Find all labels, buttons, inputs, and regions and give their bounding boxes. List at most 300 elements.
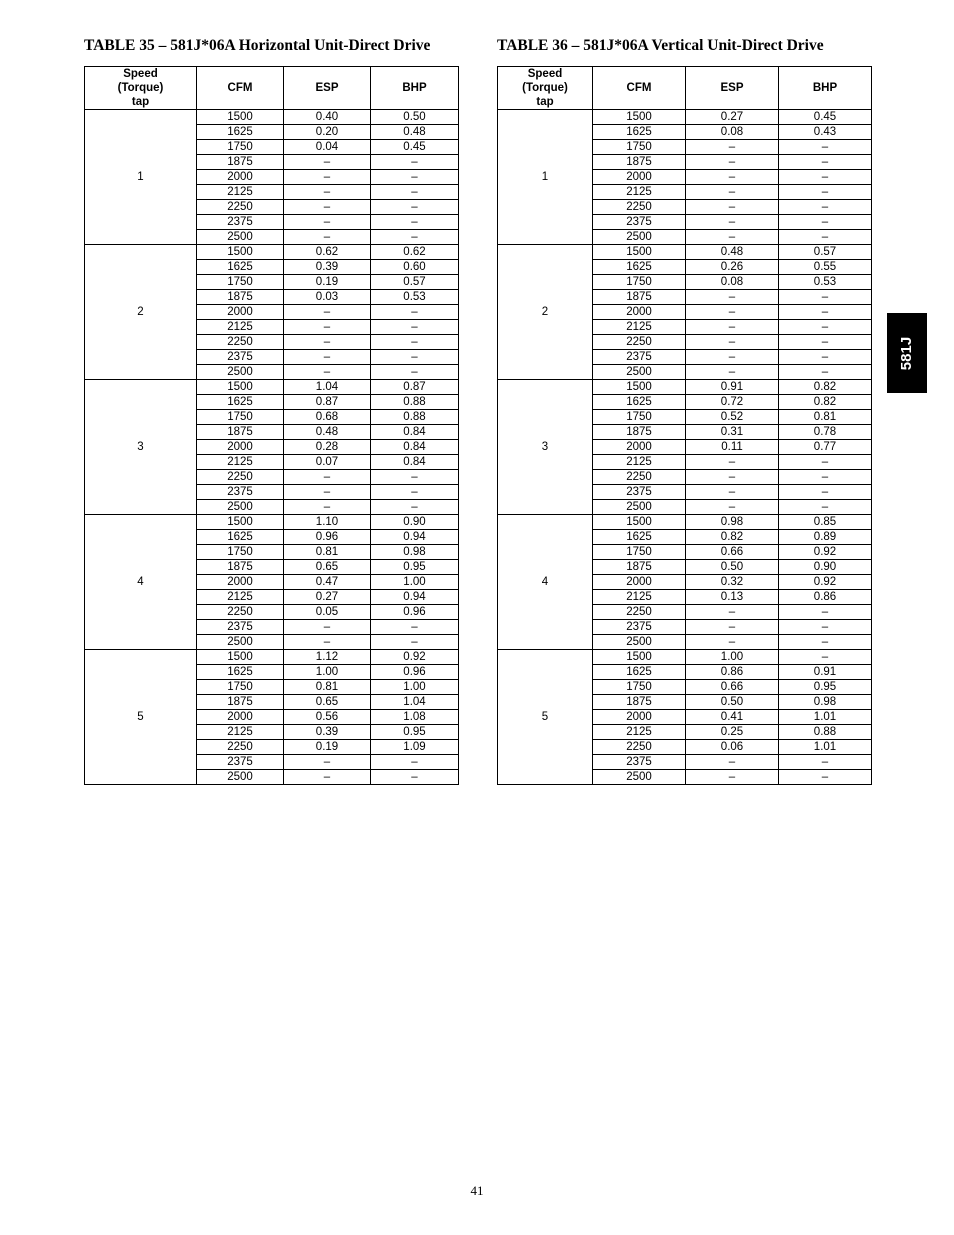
esp-cell: 0.27 — [284, 590, 371, 605]
esp-cell: 0.47 — [284, 575, 371, 590]
speed-tap-cell: 1 — [85, 110, 197, 245]
esp-cell: 0.56 — [284, 710, 371, 725]
cfm-cell: 1500 — [593, 515, 686, 530]
cfm-cell: 2250 — [593, 335, 686, 350]
bhp-cell: 0.87 — [371, 380, 459, 395]
cfm-cell: 1625 — [593, 260, 686, 275]
bhp-cell: – — [371, 215, 459, 230]
esp-cell: – — [686, 320, 779, 335]
esp-cell: – — [284, 335, 371, 350]
esp-cell: – — [686, 155, 779, 170]
cfm-cell: 2125 — [197, 590, 284, 605]
bhp-cell: 0.82 — [779, 395, 872, 410]
esp-cell: 0.32 — [686, 575, 779, 590]
cfm-cell: 1875 — [593, 695, 686, 710]
section-tab — [887, 313, 927, 393]
cfm-cell: 1625 — [593, 395, 686, 410]
cfm-cell: 2500 — [197, 635, 284, 650]
esp-cell: – — [686, 635, 779, 650]
table-row — [85, 245, 459, 260]
cfm-cell: 2375 — [593, 215, 686, 230]
cfm-cell: 1625 — [197, 665, 284, 680]
esp-cell: – — [686, 185, 779, 200]
cfm-cell: 1500 — [197, 650, 284, 665]
bhp-cell: 0.53 — [779, 275, 872, 290]
esp-cell: 0.06 — [686, 740, 779, 755]
bhp-cell: 0.88 — [779, 725, 872, 740]
table-row — [85, 380, 459, 395]
cfm-cell: 1875 — [197, 425, 284, 440]
bhp-cell: – — [779, 755, 872, 770]
bhp-cell: 0.95 — [779, 680, 872, 695]
bhp-cell: 0.92 — [779, 575, 872, 590]
bhp-cell: 0.88 — [371, 395, 459, 410]
bhp-cell: 1.04 — [371, 695, 459, 710]
bhp-cell: – — [371, 185, 459, 200]
table-36 — [497, 66, 872, 785]
bhp-cell: – — [371, 155, 459, 170]
speed-tap-cell: 4 — [85, 515, 197, 650]
cfm-cell: 2375 — [197, 620, 284, 635]
bhp-cell: 0.95 — [371, 560, 459, 575]
esp-cell: 0.96 — [284, 530, 371, 545]
esp-header: ESP — [284, 67, 371, 110]
bhp-cell: 0.84 — [371, 425, 459, 440]
esp-cell: 0.82 — [686, 530, 779, 545]
esp-cell: – — [284, 755, 371, 770]
table-row — [498, 515, 872, 530]
esp-cell: 0.28 — [284, 440, 371, 455]
esp-cell: 0.62 — [284, 245, 371, 260]
bhp-cell: – — [371, 635, 459, 650]
cfm-cell: 2125 — [197, 725, 284, 740]
esp-cell: 0.68 — [284, 410, 371, 425]
bhp-cell: 0.62 — [371, 245, 459, 260]
speed-header: Speed (Torque) tap — [85, 67, 197, 110]
bhp-cell: – — [779, 770, 872, 785]
cfm-cell: 2000 — [197, 710, 284, 725]
esp-cell: 1.00 — [686, 650, 779, 665]
table-row — [498, 110, 872, 125]
cfm-cell: 2250 — [197, 470, 284, 485]
esp-cell: – — [686, 365, 779, 380]
bhp-cell: 0.45 — [779, 110, 872, 125]
cfm-cell: 2125 — [197, 185, 284, 200]
bhp-cell: 0.84 — [371, 440, 459, 455]
esp-cell: – — [686, 140, 779, 155]
esp-cell: – — [284, 470, 371, 485]
bhp-cell: – — [779, 320, 872, 335]
bhp-cell: – — [371, 200, 459, 215]
cfm-cell: 2000 — [197, 575, 284, 590]
cfm-cell: 2000 — [593, 575, 686, 590]
speed-tap-cell: 2 — [85, 245, 197, 380]
bhp-cell: 0.53 — [371, 290, 459, 305]
cfm-cell: 2500 — [197, 770, 284, 785]
bhp-cell: 0.85 — [779, 515, 872, 530]
cfm-cell: 2125 — [593, 455, 686, 470]
esp-cell: 0.48 — [686, 245, 779, 260]
bhp-cell: 0.86 — [779, 590, 872, 605]
speed-tap-cell: 1 — [498, 110, 593, 245]
bhp-cell: 0.94 — [371, 590, 459, 605]
esp-cell: 0.81 — [284, 680, 371, 695]
esp-cell: 1.12 — [284, 650, 371, 665]
esp-cell: – — [686, 755, 779, 770]
esp-cell: 0.91 — [686, 380, 779, 395]
bhp-cell: 0.92 — [779, 545, 872, 560]
esp-cell: – — [284, 155, 371, 170]
bhp-cell: – — [779, 140, 872, 155]
cfm-cell: 2250 — [197, 605, 284, 620]
bhp-cell: – — [779, 290, 872, 305]
esp-cell: 0.27 — [686, 110, 779, 125]
esp-cell: – — [284, 485, 371, 500]
cfm-cell: 2000 — [197, 305, 284, 320]
esp-cell: – — [284, 320, 371, 335]
bhp-cell: 0.90 — [779, 560, 872, 575]
cfm-cell: 2250 — [593, 200, 686, 215]
esp-cell: 0.25 — [686, 725, 779, 740]
speed-tap-cell: 5 — [85, 650, 197, 785]
speed-tap-cell: 5 — [498, 650, 593, 785]
bhp-cell: – — [779, 500, 872, 515]
cfm-cell: 2250 — [593, 605, 686, 620]
bhp-cell: – — [371, 365, 459, 380]
cfm-cell: 2125 — [197, 320, 284, 335]
cfm-cell: 2500 — [593, 365, 686, 380]
cfm-header: CFM — [593, 67, 686, 110]
cfm-cell: 1500 — [197, 380, 284, 395]
bhp-cell: 0.98 — [779, 695, 872, 710]
esp-cell: 0.07 — [284, 455, 371, 470]
esp-cell: – — [686, 500, 779, 515]
bhp-header: BHP — [779, 67, 872, 110]
esp-cell: – — [284, 170, 371, 185]
cfm-cell: 1875 — [593, 560, 686, 575]
bhp-cell: – — [779, 605, 872, 620]
cfm-cell: 1500 — [593, 380, 686, 395]
esp-cell: 0.65 — [284, 560, 371, 575]
bhp-cell: – — [371, 620, 459, 635]
esp-cell: 0.81 — [284, 545, 371, 560]
esp-cell: – — [284, 185, 371, 200]
bhp-cell: – — [371, 770, 459, 785]
page-number: 41 — [470, 1183, 484, 1198]
bhp-cell: – — [779, 305, 872, 320]
esp-cell: 1.00 — [284, 665, 371, 680]
bhp-cell: 0.55 — [779, 260, 872, 275]
bhp-cell: – — [371, 230, 459, 245]
esp-cell: – — [686, 485, 779, 500]
esp-cell: – — [284, 200, 371, 215]
cfm-cell: 1500 — [197, 245, 284, 260]
esp-cell: – — [284, 620, 371, 635]
esp-cell: 0.08 — [686, 275, 779, 290]
cfm-cell: 2125 — [593, 320, 686, 335]
esp-cell: 0.65 — [284, 695, 371, 710]
cfm-cell: 2125 — [593, 725, 686, 740]
section-tab-label: 581J — [898, 336, 916, 370]
esp-cell: 0.26 — [686, 260, 779, 275]
esp-cell: 0.39 — [284, 260, 371, 275]
table-header-row — [498, 67, 872, 110]
bhp-cell: – — [779, 155, 872, 170]
esp-cell: – — [686, 215, 779, 230]
table-row — [498, 245, 872, 260]
bhp-cell: 0.50 — [371, 110, 459, 125]
bhp-cell: – — [779, 620, 872, 635]
cfm-cell: 2000 — [593, 440, 686, 455]
esp-cell: – — [284, 305, 371, 320]
esp-cell: 0.48 — [284, 425, 371, 440]
bhp-cell: 0.89 — [779, 530, 872, 545]
esp-cell: 0.11 — [686, 440, 779, 455]
cfm-cell: 1875 — [197, 290, 284, 305]
bhp-cell: 0.90 — [371, 515, 459, 530]
bhp-cell: 0.95 — [371, 725, 459, 740]
cfm-cell: 1875 — [197, 695, 284, 710]
bhp-cell: 0.96 — [371, 605, 459, 620]
speed-tap-cell: 3 — [498, 380, 593, 515]
esp-cell: 0.98 — [686, 515, 779, 530]
bhp-cell: – — [371, 350, 459, 365]
cfm-cell: 2500 — [593, 770, 686, 785]
esp-cell: 0.13 — [686, 590, 779, 605]
table-header-row — [85, 67, 459, 110]
bhp-cell: – — [779, 350, 872, 365]
cfm-cell: 1875 — [593, 425, 686, 440]
cfm-cell: 1750 — [197, 410, 284, 425]
bhp-cell: 0.98 — [371, 545, 459, 560]
bhp-cell: – — [779, 365, 872, 380]
cfm-cell: 1500 — [197, 110, 284, 125]
esp-cell: 0.86 — [686, 665, 779, 680]
cfm-cell: 1750 — [197, 680, 284, 695]
bhp-cell: 1.01 — [779, 710, 872, 725]
cfm-cell: 1750 — [593, 545, 686, 560]
cfm-cell: 2375 — [197, 350, 284, 365]
cfm-cell: 2125 — [593, 590, 686, 605]
esp-cell: 0.50 — [686, 560, 779, 575]
cfm-cell: 1750 — [197, 545, 284, 560]
esp-cell: 0.05 — [284, 605, 371, 620]
esp-cell: 0.04 — [284, 140, 371, 155]
bhp-cell: 0.78 — [779, 425, 872, 440]
bhp-cell: 0.81 — [779, 410, 872, 425]
cfm-cell: 2250 — [593, 470, 686, 485]
cfm-cell: 2375 — [593, 350, 686, 365]
cfm-cell: 1875 — [197, 155, 284, 170]
esp-cell: – — [686, 290, 779, 305]
esp-cell: 0.03 — [284, 290, 371, 305]
bhp-cell: 0.57 — [779, 245, 872, 260]
cfm-header: CFM — [197, 67, 284, 110]
bhp-cell: – — [371, 320, 459, 335]
cfm-cell: 1750 — [197, 140, 284, 155]
cfm-cell: 1750 — [593, 680, 686, 695]
cfm-cell: 1625 — [197, 260, 284, 275]
esp-cell: – — [686, 230, 779, 245]
esp-cell: – — [284, 500, 371, 515]
bhp-cell: 0.96 — [371, 665, 459, 680]
bhp-cell: – — [779, 650, 872, 665]
cfm-cell: 2125 — [197, 455, 284, 470]
bhp-header: BHP — [371, 67, 459, 110]
esp-cell: 0.39 — [284, 725, 371, 740]
cfm-cell: 2250 — [197, 200, 284, 215]
esp-cell: 0.50 — [686, 695, 779, 710]
bhp-cell: 0.92 — [371, 650, 459, 665]
cfm-cell: 1625 — [593, 530, 686, 545]
cfm-cell: 1875 — [197, 560, 284, 575]
bhp-cell: – — [779, 335, 872, 350]
bhp-cell: 0.91 — [779, 665, 872, 680]
esp-cell: – — [686, 200, 779, 215]
esp-cell: 0.19 — [284, 275, 371, 290]
esp-cell: – — [686, 305, 779, 320]
cfm-cell: 1625 — [197, 530, 284, 545]
cfm-cell: 2000 — [593, 710, 686, 725]
bhp-cell: – — [779, 215, 872, 230]
esp-cell: – — [686, 770, 779, 785]
speed-tap-cell: 4 — [498, 515, 593, 650]
bhp-cell: 0.94 — [371, 530, 459, 545]
esp-cell: 1.10 — [284, 515, 371, 530]
esp-cell: – — [284, 770, 371, 785]
table-row — [85, 515, 459, 530]
cfm-cell: 1625 — [593, 665, 686, 680]
bhp-cell: – — [779, 200, 872, 215]
bhp-cell: 1.01 — [779, 740, 872, 755]
esp-cell: – — [686, 170, 779, 185]
bhp-cell: – — [371, 470, 459, 485]
bhp-cell: – — [779, 230, 872, 245]
table-row — [498, 380, 872, 395]
cfm-cell: 2375 — [593, 485, 686, 500]
bhp-cell: – — [779, 635, 872, 650]
cfm-cell: 2125 — [593, 185, 686, 200]
esp-cell: – — [284, 230, 371, 245]
cfm-cell: 2500 — [593, 230, 686, 245]
cfm-cell: 2000 — [593, 305, 686, 320]
bhp-cell: – — [779, 455, 872, 470]
table-row — [85, 110, 459, 125]
esp-cell: – — [686, 455, 779, 470]
esp-cell: 0.20 — [284, 125, 371, 140]
bhp-cell: 0.57 — [371, 275, 459, 290]
bhp-cell: 1.00 — [371, 680, 459, 695]
esp-cell: – — [284, 635, 371, 650]
cfm-cell: 1875 — [593, 155, 686, 170]
bhp-cell: 0.82 — [779, 380, 872, 395]
cfm-cell: 2000 — [197, 440, 284, 455]
cfm-cell: 1750 — [197, 275, 284, 290]
esp-cell: 0.72 — [686, 395, 779, 410]
bhp-cell: – — [779, 470, 872, 485]
cfm-cell: 1750 — [593, 275, 686, 290]
cfm-cell: 2500 — [197, 365, 284, 380]
bhp-cell: – — [371, 755, 459, 770]
esp-cell: – — [686, 605, 779, 620]
esp-cell: 0.66 — [686, 680, 779, 695]
bhp-cell: 0.48 — [371, 125, 459, 140]
esp-cell: – — [686, 350, 779, 365]
table-row — [498, 650, 872, 665]
esp-cell: 0.19 — [284, 740, 371, 755]
bhp-cell: 0.84 — [371, 455, 459, 470]
cfm-cell: 2375 — [197, 215, 284, 230]
table-35-title: TABLE 35 – 581J*06A Horizontal Unit-Direct Drive — [84, 37, 431, 54]
bhp-cell: – — [779, 170, 872, 185]
bhp-cell: – — [779, 485, 872, 500]
esp-cell: – — [686, 335, 779, 350]
cfm-cell: 2375 — [593, 620, 686, 635]
esp-header: ESP — [686, 67, 779, 110]
esp-cell: 0.41 — [686, 710, 779, 725]
cfm-cell: 2500 — [593, 500, 686, 515]
bhp-cell: 0.45 — [371, 140, 459, 155]
cfm-cell: 2500 — [197, 230, 284, 245]
bhp-cell: 1.00 — [371, 575, 459, 590]
cfm-cell: 2000 — [197, 170, 284, 185]
bhp-cell: 0.60 — [371, 260, 459, 275]
esp-cell: – — [686, 470, 779, 485]
esp-cell: – — [284, 350, 371, 365]
table-35 — [84, 66, 459, 785]
cfm-cell: 2375 — [197, 485, 284, 500]
bhp-cell: – — [371, 335, 459, 350]
cfm-cell: 2500 — [593, 635, 686, 650]
bhp-cell: 0.43 — [779, 125, 872, 140]
cfm-cell: 1625 — [197, 395, 284, 410]
esp-cell: 0.66 — [686, 545, 779, 560]
cfm-cell: 1500 — [593, 110, 686, 125]
cfm-cell: 1500 — [197, 515, 284, 530]
cfm-cell: 1750 — [593, 140, 686, 155]
cfm-cell: 1500 — [593, 650, 686, 665]
bhp-cell: – — [371, 170, 459, 185]
cfm-cell: 1625 — [593, 125, 686, 140]
cfm-cell: 2500 — [197, 500, 284, 515]
table-row — [85, 650, 459, 665]
cfm-cell: 1875 — [593, 290, 686, 305]
speed-tap-cell: 3 — [85, 380, 197, 515]
cfm-cell: 2375 — [593, 755, 686, 770]
esp-cell: 0.52 — [686, 410, 779, 425]
esp-cell: 0.31 — [686, 425, 779, 440]
cfm-cell: 1625 — [197, 125, 284, 140]
cfm-cell: 2000 — [593, 170, 686, 185]
cfm-cell: 2250 — [593, 740, 686, 755]
cfm-cell: 1750 — [593, 410, 686, 425]
speed-header: Speed (Torque) tap — [498, 67, 593, 110]
cfm-cell: 2375 — [197, 755, 284, 770]
bhp-cell: 0.88 — [371, 410, 459, 425]
bhp-cell: – — [371, 485, 459, 500]
cfm-cell: 1500 — [593, 245, 686, 260]
bhp-cell: 0.77 — [779, 440, 872, 455]
esp-cell: – — [284, 365, 371, 380]
esp-cell: – — [686, 620, 779, 635]
esp-cell: 1.04 — [284, 380, 371, 395]
bhp-cell: – — [371, 500, 459, 515]
esp-cell: 0.87 — [284, 395, 371, 410]
speed-tap-cell: 2 — [498, 245, 593, 380]
esp-cell: 0.40 — [284, 110, 371, 125]
bhp-cell: – — [371, 305, 459, 320]
cfm-cell: 2250 — [197, 740, 284, 755]
